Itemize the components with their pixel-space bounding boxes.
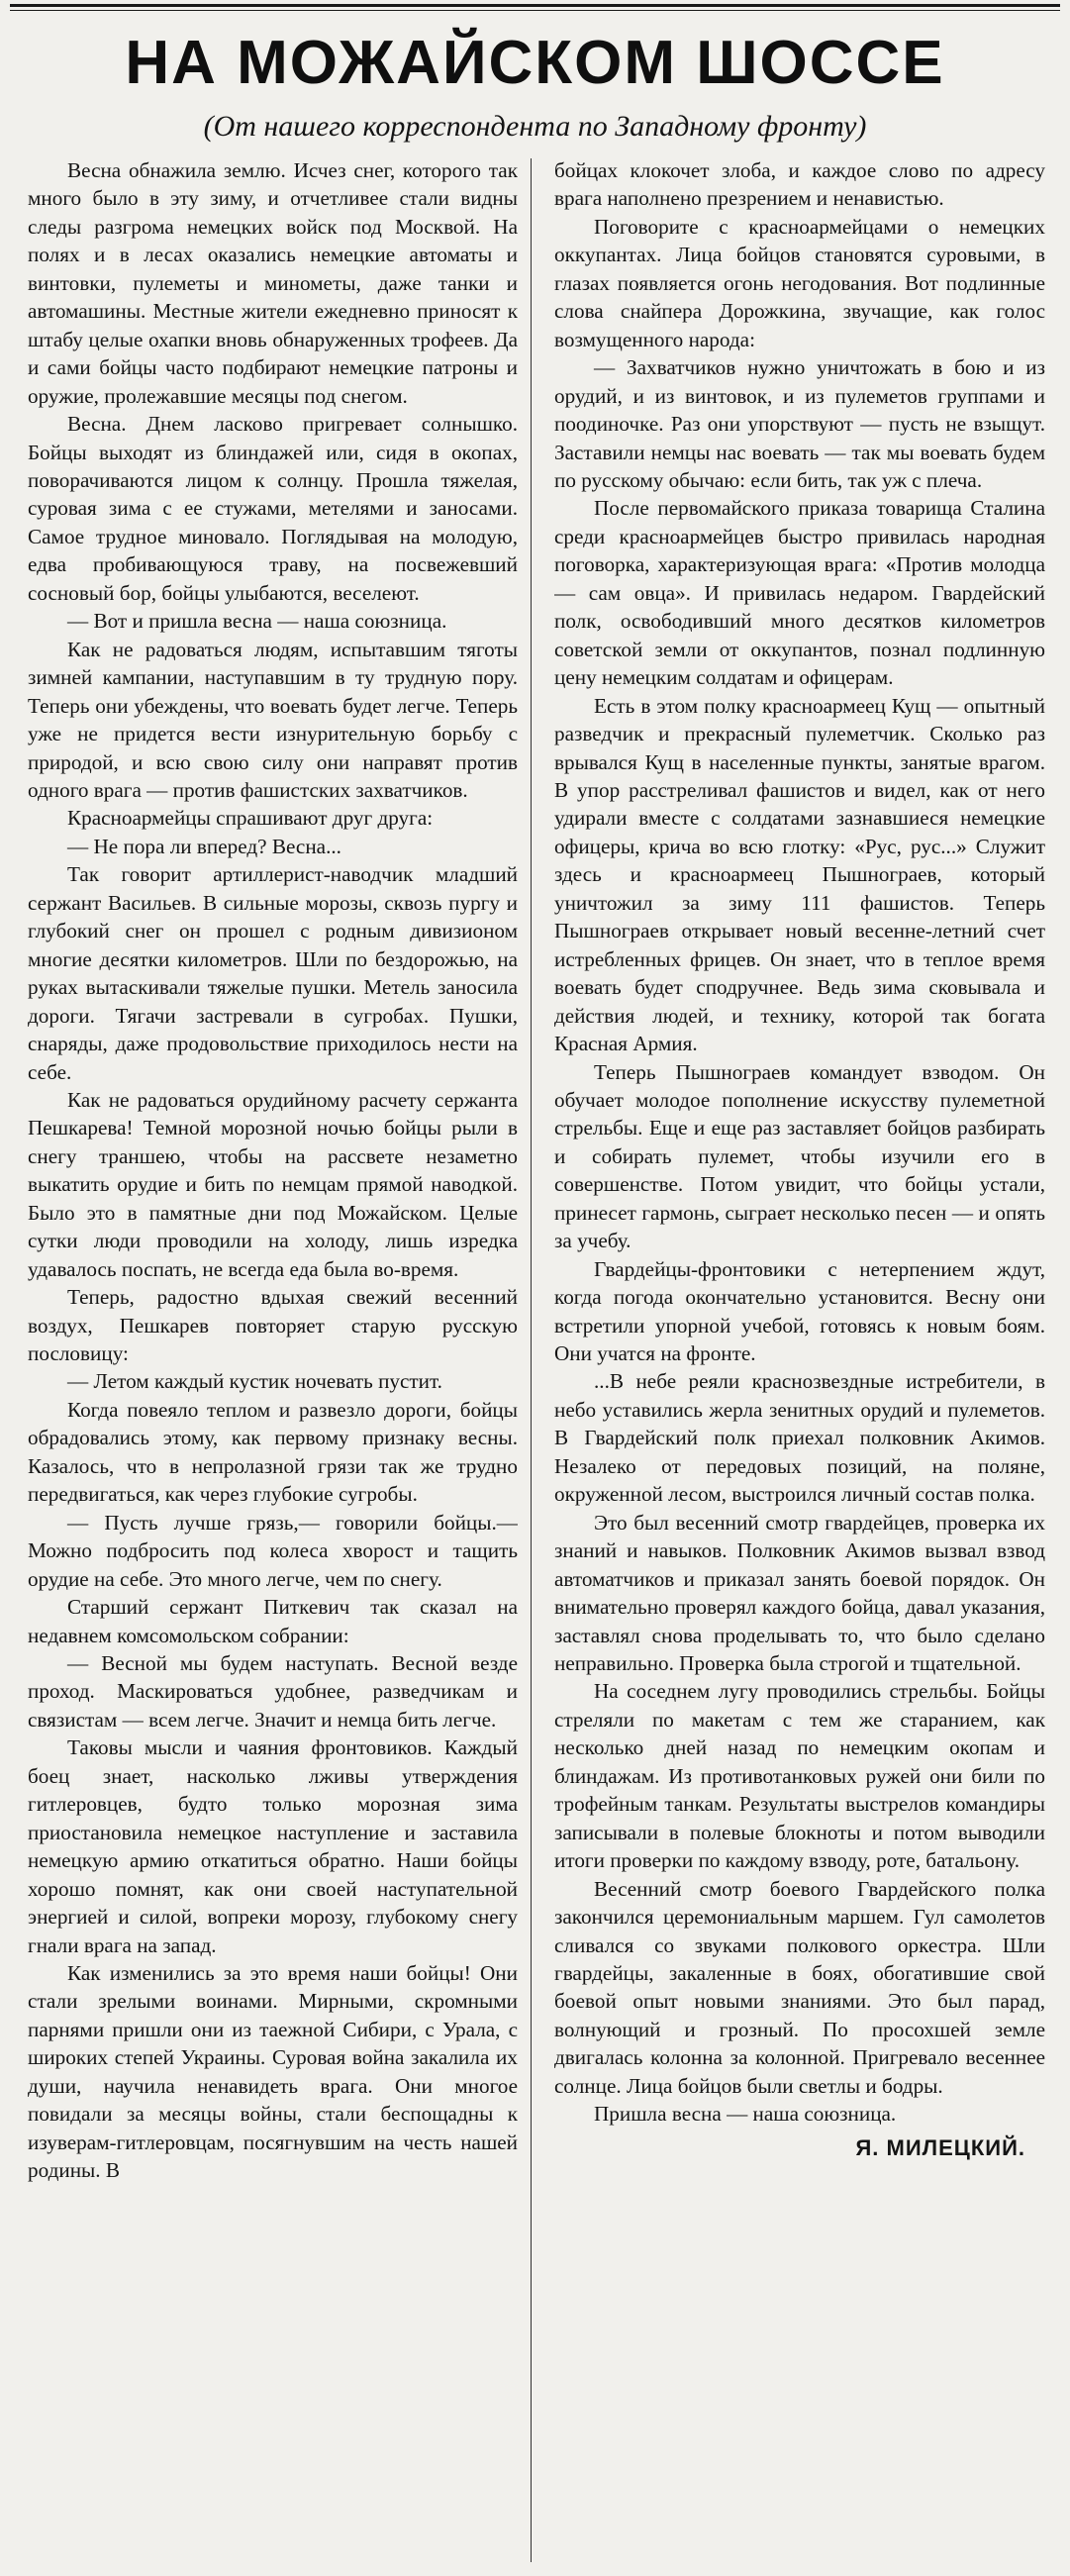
paragraph: бойцах клокочет злоба, и каждое слово по адресу врага наполнено презрением и ненавистью.: [554, 158, 1045, 211]
paragraph: Теперь, радостно вдыхая свежий весенний воздух, Пешкарев повторяет старую русскую пословицу:: [28, 1285, 518, 1366]
paragraph: Старший сержант Питкевич так сказал на недавнем комсомольском собрании:: [28, 1595, 518, 1647]
paragraph: После первомайского приказа товарища Сталина среди красноармейцев быстро привилась народная поговорка, характеризующая врага: «Против молодца — сам овца». И привилась недаром. Гвардейский полк, освободивший много десятков километров советской земли от оккупантов, познал подлинную цену немецким солдатам и офицерам.: [554, 496, 1045, 690]
paragraph: Так говорит артиллерист-наводчик младший сержант Васильев. В сильные морозы, сквозь пургу и глубокий снег он прошел с родным дивизионом многие десятки километров. Шли по бездорожью, на руках вытаскивали тяжелые пушки. Метель заносила дороги. Тягачи застревали в сугробах. Пушки, снаряды, даже продовольствие приходилось нести на себе.: [28, 862, 518, 1084]
right-column: [554, 156, 1045, 2568]
left-column: [28, 156, 518, 2568]
paragraph: Как изменились за это время наши бойцы! Они стали зрелыми воинами. Мирными, скромными парнями пришли они из таежной Сибири, с Урала, с широких степей Украины. Суровая война закалила их души, научила ненавидеть врага. Они многое повидали за месяцы войны, стали беспощадны к изуверам-гитлеровцам, посягнувшим на честь нашей родины. В: [28, 1961, 518, 2183]
paragraph: — Летом каждый кустик ночевать пустит.: [67, 1369, 442, 1394]
paragraph: — Не пора ли вперед? Весна...: [67, 834, 341, 858]
paragraph: Как не радоваться людям, испытавшим тяготы зимней кампании, наступавшим в ту трудную пору. Теперь они убеждены, что воевать будет легче. Теперь уже не придется вести изнурительную борьбу с природой, и всю свою силу они направят против одного врага — против фашистских захватчиков.: [28, 637, 518, 802]
paragraph: Красноармейцы спрашивают друг друга:: [67, 806, 434, 831]
paragraph: Пришла весна — наша союзница.: [594, 2102, 897, 2127]
paragraph: Теперь Пышнограев командует взводом. Он обучает молодое пополнение искусству пулеметной стрельбы. Еще и еще раз заставляет бойцов разбирать и собирать пулемет, чтобы изучили его в совершенстве. Потом увидит, что бойцы устали, принесет гармонь, сыграет несколько песен — и опять за учебу.: [554, 1059, 1045, 1253]
article-headline: НА МОЖАЙСКОМ ШОССЕ: [125, 29, 945, 97]
paragraph: — Вот и пришла весна — наша союзница.: [67, 609, 447, 634]
paragraph: Таковы мысли и чаяния фронтовиков. Каждый боец знает, насколько лживы утверждения гитлеровцев, будто только морозная зима приостановила немецкое наступление и заставила немецкую армию откатиться обратно. Наши бойцы хорошо помнят, как они своей наступательной энергией и силой, вопреки морозу, глубокому снегу гнали врага на запад.: [28, 1735, 518, 1957]
paragraph: Весна. Днем ласково пригревает солнышко. Бойцы выходят из блиндажей или, сидя в окопах, поворачиваются лицом к солнцу. Прошла тяжелая, суровая зима с ее стужами, метелями и заносами. Самое трудное миновало. Поглядывая на молодую, едва пробивающуюся траву, на посвежевший сосновый бор, бойцы улыбаются, веселеют.: [28, 412, 518, 605]
paragraph: Поговорите с красноармейцами о немецких оккупантах. Лица бойцов становятся суровыми, в глазах появляется огонь негодования. Вот подлинные слова снайпера Дорожкина, звучащие, как голос возмущенного народа:: [554, 214, 1045, 351]
paragraph: — Пусть лучше грязь,— говорили бойцы.— Можно подбросить под колеса хворост и тащить орудие на себе. Это много легче, чем по снегу.: [28, 1510, 518, 1591]
paragraph: — Весной мы будем наступать. Весной везде проход. Маскироваться удобнее, разведчикам и связистам — всем легче. Значит и немца бить легче.: [28, 1651, 518, 1732]
paragraph: Это был весенний смотр гвардейцев, проверка их знаний и навыков. Полковник Акимов вызвал взвод автоматчиков и приказал занять боевой порядок. Он внимательно проверял каждого бойца, давал указания, заставлял снова проделывать то, что было сделано неправильно. Проверка была строгой и тщательной.: [554, 1510, 1045, 1676]
author-signature: Я. МИЛЕЦКИЙ.: [855, 2134, 1025, 2160]
paragraph: ...В небе реяли краснозвездные истребители, в небо уставились жерла зенитных орудий и пулеметов. В Гвардейский полк приехал полковник Акимов. Незалеко от передовых позиций, на поляне, окруженной лесом, выстроился личный состав полка.: [554, 1369, 1045, 1507]
paragraph: — Захватчиков нужно уничтожать в бою и из орудий, и из винтовок, и из пулеметов группами и поодиночке. Раз они упорствуют — пусть не взыщут. Заставили немцы нас воевать — так мы воевать будем по русскому обычаю: если бить, так уж с плеча.: [554, 355, 1045, 492]
paragraph: Весенний смотр боевого Гвардейского полка закончился церемониальным маршем. Гул самолетов сливался со звуками полкового оркестра. Шли гвардейцы, закаленные в боях, обогатившие свой боевой опыт новыми знаниями. Это был парад, волнующий и грозный. По просохшей земле двигалась колонна за колонной. Пригревало весеннее солнце. Лица бойцов были светлы и бодры.: [554, 1876, 1045, 2098]
paragraph: Весна обнажила землю. Исчез снег, которого так много было в эту зиму, и отчетливее стали видны следы разгрома немецких войск под Москвой. На полях и в лесах оказались немецкие автоматы и винтовки, пулеметы и минометы, даже танки и автомашины. Местные жители ежедневно приносят к штабу целые охапки вновь обнаруженных трофеев. Да и сами бойцы часто подбирают немецкие патроны и оружие, пролежавшие месяцы под снегом.: [28, 158, 518, 408]
paragraph: На соседнем лугу проводились стрельбы. Бойцы стреляли по макетам с тем же старанием, как несколько дней назад по немецким окопам и блиндажам. Из противотанковых ружей они били по трофейным танкам. Результаты выстрелов командиры записывали в полевые блокноты и потом выводили итоги проверки по каждому взводу, роте, батальону.: [554, 1679, 1045, 1873]
top-rule: [10, 4, 1060, 7]
paragraph: Есть в этом полку красноармеец Кущ — опытный разведчик и прекрасный пулеметчик. Сколько раз врывался Кущ в населенные пункты, занятые врагом. В упор расстреливал фашистов и видел, как от него удирали вместе с солдатами зазнавшиеся немецкие офицеры, крича во всю глотку: «Рус, рус...» Служит здесь и красноармеец Пышнограев, который уничтожил за зиму 111 фашистов. Теперь Пышнограев открывает новый весенне-летний счет истребленных фрицев. Он знает, что в теплое время воевать будет сподручнее. Ведь зима сковывала и действия людей, и технику, которой так богата Красная Армия.: [554, 693, 1045, 1056]
article-byline: (От нашего корреспондента по Западному фронту): [203, 110, 867, 143]
paragraph: Как не радоваться орудийному расчету сержанта Пешкарева! Темной морозной ночью бойцы рыли в снегу траншею, чтобы на рассвете незаметно выкатить орудие и бить по немцам прямой наводкой. Было это в памятные дни под Можайском. Целые сутки люди проводили на холоду, лишь изредка удавалось поспать, не всегда еда была во-время.: [28, 1087, 518, 1281]
column-divider: [531, 158, 532, 2562]
paragraph: Гвардейцы-фронтовики с нетерпением ждут, когда погода окончательно установится. Весну они встретили упорной учебой, готовясь к новым боям. Они учатся на фронте.: [554, 1256, 1045, 1366]
top-rule-thin: [10, 10, 1060, 11]
paragraph: Когда повеяло теплом и развезло дороги, бойцы обрадовались этому, как первому признаку весны. Казалось, что в непролазной грязи так же трудно передвигаться, как через глубокие сугробы.: [28, 1397, 518, 1507]
